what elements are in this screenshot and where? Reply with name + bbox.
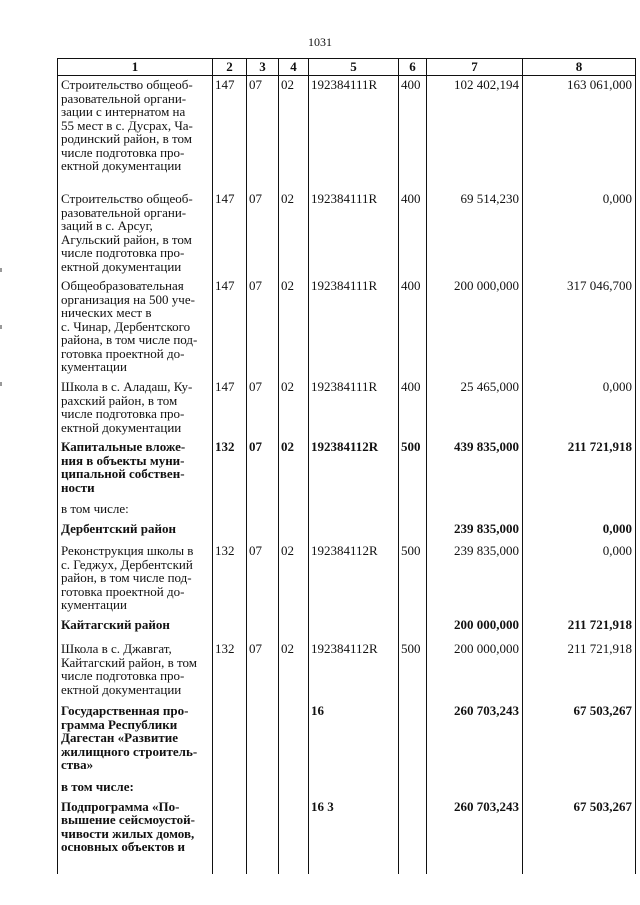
name-line: Школа в с. Аладаш, Ку- — [61, 379, 193, 394]
cell-c8: 67 503,267 — [523, 698, 636, 774]
cell-c3: 07 — [247, 273, 279, 374]
cell-c2 — [213, 698, 247, 774]
row-name — [58, 636, 213, 698]
table-row — [58, 774, 636, 794]
cell-c3: 07 — [247, 374, 279, 434]
cell-c6: 400 — [399, 186, 427, 273]
name-line: ектной документации — [61, 258, 182, 274]
cell-c8: 0,000 — [523, 186, 636, 273]
name-line: ства» — [61, 757, 94, 772]
cell-c6: 500 — [399, 636, 427, 698]
cell-c4 — [279, 794, 309, 874]
name-line: чивости жилых домов, — [61, 825, 195, 841]
column-header: 7 — [427, 59, 523, 76]
name-line: числе подготовка про- — [61, 245, 185, 260]
cell-c5: 192384112R — [309, 636, 399, 698]
column-header: 2 — [213, 59, 247, 76]
cell-c6 — [399, 698, 427, 774]
cell-c6 — [399, 774, 427, 794]
cell-c7 — [427, 496, 523, 516]
row-name — [58, 774, 213, 794]
name-line: числе подготовка про- — [61, 144, 185, 160]
table-row — [58, 516, 636, 538]
column-header: 4 — [279, 59, 309, 76]
cell-c7: 200 000,000 — [427, 273, 523, 374]
cell-c4 — [279, 612, 309, 636]
table-row — [58, 273, 636, 374]
column-header: 6 — [399, 59, 427, 76]
margin-mark — [0, 325, 2, 329]
cell-c3 — [247, 612, 279, 636]
cell-c3: 07 — [247, 636, 279, 698]
cell-c5: 192384112R — [309, 434, 399, 496]
name-line: ности — [61, 479, 95, 495]
name-line: ния в объекты муни- — [61, 452, 185, 468]
cell-c4: 02 — [279, 76, 309, 187]
cell-c8: 317 046,700 — [523, 273, 636, 374]
cell-c6: 500 — [399, 434, 427, 496]
row-name — [58, 273, 213, 374]
name-line: Реконструкция школы в — [61, 543, 194, 558]
cell-c8: 67 503,267 — [523, 794, 636, 874]
row-name — [58, 612, 213, 636]
name-line: числе подготовка про- — [61, 668, 185, 683]
column-header: 5 — [309, 59, 399, 76]
name-line: основных объектов и — [61, 839, 186, 854]
cell-c8: 0,000 — [523, 374, 636, 434]
cell-c3: 07 — [247, 186, 279, 273]
table-row — [58, 538, 636, 612]
cell-c2 — [213, 612, 247, 636]
table-row — [58, 374, 636, 434]
name-line: ектной документации — [61, 681, 182, 697]
name-line: Строительство общеоб- — [61, 77, 193, 92]
name-line: ектной документации — [61, 158, 182, 173]
cell-c3 — [247, 774, 279, 794]
name-line: района, в том числе под- — [61, 332, 198, 347]
name-line: разовательной органи- — [61, 204, 187, 220]
cell-c3: 07 — [247, 76, 279, 187]
name-line: Строительство общеоб- — [61, 191, 193, 206]
name-line: Подпрограмма «По- — [61, 798, 180, 814]
cell-c7: 239 835,000 — [427, 538, 523, 612]
table-row — [58, 496, 636, 516]
cell-c5: 192384111R — [309, 186, 399, 273]
cell-c5: 16 — [309, 698, 399, 774]
cell-c5: 192384111R — [309, 76, 399, 187]
cell-c6: 500 — [399, 538, 427, 612]
cell-c5: 192384111R — [309, 273, 399, 374]
name-line: вышение сейсмоустой- — [61, 812, 195, 827]
cell-c2 — [213, 516, 247, 538]
name-line: жилищного строитель- — [61, 743, 198, 759]
budget-table — [57, 58, 636, 874]
cell-c5 — [309, 612, 399, 636]
column-header: 8 — [523, 59, 636, 76]
row-name — [58, 698, 213, 774]
cell-c4 — [279, 698, 309, 774]
cell-c4: 02 — [279, 636, 309, 698]
name-line: грамма Республики — [61, 716, 178, 732]
cell-c7: 69 514,230 — [427, 186, 523, 273]
cell-c4: 02 — [279, 273, 309, 374]
table-row — [58, 698, 636, 774]
cell-c4: 02 — [279, 374, 309, 434]
name-line: кументации — [61, 597, 127, 612]
page-number: 1031 — [308, 35, 332, 49]
cell-c2: 132 — [213, 636, 247, 698]
column-header: 1 — [58, 59, 213, 76]
cell-c5: 192384111R — [309, 374, 399, 434]
cell-c6 — [399, 516, 427, 538]
cell-c5: 192384112R — [309, 538, 399, 612]
name-line: в том числе: — [61, 501, 129, 516]
cell-c4 — [279, 516, 309, 538]
cell-c4: 02 — [279, 434, 309, 496]
table-row — [58, 794, 636, 874]
name-line: Общеобразовательная — [61, 278, 184, 293]
name-line: организация на 500 уче- — [61, 291, 195, 307]
name-line: Кайтагский район, в том — [61, 654, 197, 670]
cell-c4: 02 — [279, 186, 309, 273]
cell-c8 — [523, 496, 636, 516]
name-line: разовательной органи- — [61, 90, 187, 106]
cell-c3: 07 — [247, 538, 279, 612]
cell-c6 — [399, 794, 427, 874]
name-line: готовка проектной до- — [61, 583, 185, 599]
table-row — [58, 434, 636, 496]
cell-c6: 400 — [399, 273, 427, 374]
cell-c2 — [213, 496, 247, 516]
cell-c7: 200 000,000 — [427, 612, 523, 636]
cell-c8: 211 721,918 — [523, 636, 636, 698]
name-line: зации с интернатом на — [61, 104, 186, 119]
cell-c5 — [309, 516, 399, 538]
margin-mark — [0, 268, 2, 272]
cell-c7: 25 465,000 — [427, 374, 523, 434]
name-line: Кайтагский район — [61, 617, 170, 632]
table-row — [58, 76, 636, 187]
name-line: Дагестан «Развитие — [61, 730, 178, 745]
cell-c2: 147 — [213, 374, 247, 434]
name-line: рахский район, в том — [61, 392, 178, 408]
cell-c3: 07 — [247, 434, 279, 496]
name-line: район, в том числе под- — [61, 570, 192, 585]
name-line: родинский район, в том — [61, 131, 192, 146]
cell-c7: 239 835,000 — [427, 516, 523, 538]
row-name — [58, 538, 213, 612]
cell-c6 — [399, 612, 427, 636]
name-line: готовка проектной до- — [61, 345, 185, 361]
row-name — [58, 76, 213, 187]
table-header-row — [58, 59, 636, 76]
row-name — [58, 186, 213, 273]
cell-c4 — [279, 774, 309, 794]
column-header: 3 — [247, 59, 279, 76]
cell-c2 — [213, 794, 247, 874]
name-line: с. Чинар, Дербентского — [61, 318, 191, 334]
row-name — [58, 434, 213, 496]
name-line: Государственная про- — [61, 703, 189, 718]
cell-c4: 02 — [279, 538, 309, 612]
cell-c8: 211 721,918 — [523, 434, 636, 496]
name-line: кументации — [61, 359, 127, 374]
cell-c6: 400 — [399, 76, 427, 187]
row-name — [58, 794, 213, 874]
cell-c5: 16 3 — [309, 794, 399, 874]
cell-c3 — [247, 794, 279, 874]
row-name — [58, 516, 213, 538]
cell-c2: 147 — [213, 186, 247, 273]
cell-c2: 147 — [213, 76, 247, 187]
cell-c2 — [213, 774, 247, 794]
margin-mark — [0, 382, 2, 386]
name-line: Дербентский район — [61, 521, 176, 536]
name-line: в том числе: — [61, 779, 134, 794]
cell-c8: 211 721,918 — [523, 612, 636, 636]
cell-c2: 132 — [213, 434, 247, 496]
cell-c7: 200 000,000 — [427, 636, 523, 698]
name-line: заций в с. Арсуг, — [61, 218, 153, 233]
row-name — [58, 374, 213, 434]
cell-c7: 439 835,000 — [427, 434, 523, 496]
cell-c6 — [399, 496, 427, 516]
name-line: с. Геджух, Дербентский — [61, 556, 193, 572]
cell-c3 — [247, 516, 279, 538]
cell-c4 — [279, 496, 309, 516]
cell-c5 — [309, 774, 399, 794]
table-row — [58, 186, 636, 273]
cell-c7 — [427, 774, 523, 794]
table-row — [58, 612, 636, 636]
cell-c8: 0,000 — [523, 538, 636, 612]
name-line: Капитальные вложе- — [61, 439, 186, 454]
cell-c6: 400 — [399, 374, 427, 434]
cell-c7: 260 703,243 — [427, 794, 523, 874]
cell-c5 — [309, 496, 399, 516]
cell-c3 — [247, 698, 279, 774]
cell-c2: 132 — [213, 538, 247, 612]
name-line: числе подготовка про- — [61, 406, 185, 421]
name-line: нических мест в — [61, 305, 152, 320]
name-line: Агульский район, в том — [61, 231, 192, 247]
name-line: ектной документации — [61, 419, 182, 435]
cell-c8: 163 061,000 — [523, 76, 636, 187]
name-line: Школа в с. Джавгат, — [61, 641, 172, 656]
cell-c7: 102 402,194 — [427, 76, 523, 187]
cell-c3 — [247, 496, 279, 516]
cell-c8 — [523, 774, 636, 794]
table-row — [58, 636, 636, 698]
name-line: 55 мест в с. Дусрах, Ча- — [61, 117, 193, 133]
cell-c8: 0,000 — [523, 516, 636, 538]
cell-c2: 147 — [213, 273, 247, 374]
name-line: ципальной собствен- — [61, 466, 185, 481]
cell-c7: 260 703,243 — [427, 698, 523, 774]
row-name — [58, 496, 213, 516]
